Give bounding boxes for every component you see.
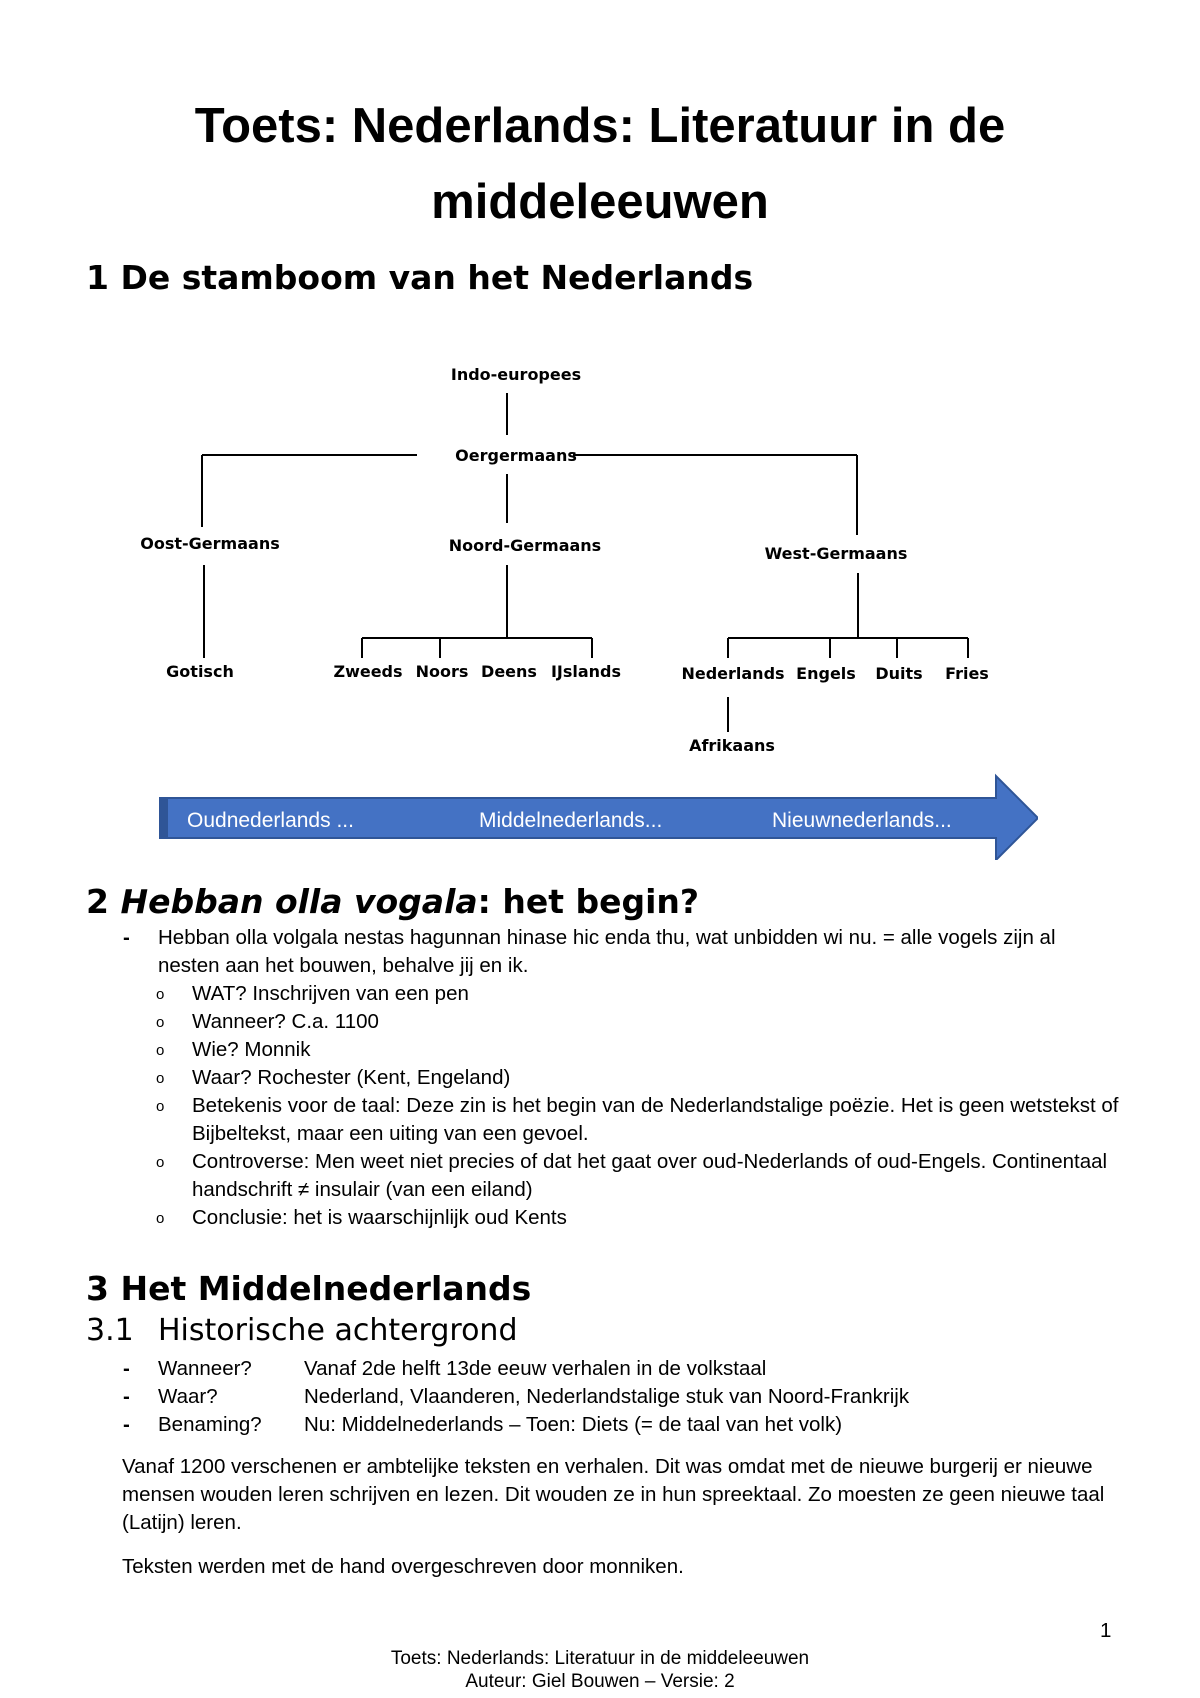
circle-bullet-icon: o bbox=[156, 1070, 165, 1087]
circle-bullet-icon: o bbox=[156, 1042, 165, 1059]
tree-leaf: Noors bbox=[415, 662, 469, 681]
dash-marker: - bbox=[123, 1357, 130, 1380]
history-facts-list bbox=[120, 1355, 909, 1439]
section-2-title-italic: Hebban olla vogala bbox=[120, 882, 478, 921]
section-2-title-rest: : het begin? bbox=[477, 882, 700, 921]
document-title: Toets: Nederlands: Literatuur in de middeleeuwen bbox=[194, 99, 1006, 229]
subsection-3-1-heading bbox=[86, 1313, 518, 1349]
dash-marker: - bbox=[123, 1413, 130, 1436]
bullet-text: Hebban olla volgala nestas hagunnan hinase hic enda thu, wat unbidden wi nu. = alle vogels zijn al nesten aan het bouwen, behalve jij en ik. bbox=[158, 926, 1056, 977]
circle-bullet-icon: o bbox=[156, 1098, 165, 1115]
tree-leaf: Gotisch bbox=[166, 662, 234, 681]
paragraph: Vanaf 1200 verschenen er ambtelijke teksten en verhalen. Dit was omdat met de nieuwe burgerij er nieuwe mensen wouden leren schrijven en lezen. Dit wouden ze in hun spreektaal. Zo moesten ze geen nieuwe taal (Latijn) leren. bbox=[122, 1455, 1105, 1534]
tree-leaf: IJslands bbox=[550, 662, 622, 681]
list-item: - Waar? Nederland, Vlaanderen, Nederlandstalige stuk van Noord-Frankrijk bbox=[120, 1383, 909, 1411]
section-1-heading: 1 De stamboom van het Nederlands bbox=[86, 258, 754, 297]
tree-leaf: Afrikaans bbox=[689, 736, 775, 755]
tree-node-west: West-Germaans bbox=[764, 544, 908, 563]
footer-author: Auteur: Giel Bouwen – Versie: 2 bbox=[465, 1671, 735, 1692]
circle-bullet-icon: o bbox=[156, 986, 165, 1003]
list-item: - Wanneer? Vanaf 2de helft 13de eeuw verhalen in de volkstaal bbox=[120, 1355, 909, 1383]
sub-list-item: o Wie? Monnik bbox=[120, 1036, 1120, 1064]
dash-marker: - bbox=[123, 1385, 130, 1408]
section-2-list bbox=[120, 924, 1120, 1232]
sub-list-item: o Conclusie: het is waarschijnlijk oud Kents bbox=[120, 1204, 1120, 1232]
section-2-number: 2 bbox=[86, 882, 121, 921]
tree-leaf: Deens bbox=[481, 662, 537, 681]
timeline-label: Middelnederlands... bbox=[479, 809, 663, 832]
tree-leaf: Nederlands bbox=[681, 664, 785, 683]
list-item bbox=[120, 924, 1120, 1232]
circle-bullet-icon: o bbox=[156, 1210, 165, 1227]
sub-list bbox=[120, 980, 1120, 1232]
tree-leaf: Zweeds bbox=[333, 662, 403, 681]
subsection-title: Historische achtergrond bbox=[158, 1313, 518, 1348]
list-item: - Benaming? Nu: Middelnederlands – Toen: Diets (= de taal van het volk) bbox=[120, 1411, 909, 1439]
sub-list-item: o Controverse: Men weet niet precies of dat het gaat over oud-Nederlands of oud-Engels. Continentaal handschrift ≠ insulair (van een eiland) bbox=[156, 1150, 1108, 1201]
page-number: 1 bbox=[1100, 1619, 1112, 1642]
paragraph: Teksten werden met de hand overgeschreven door monniken. bbox=[122, 1555, 684, 1578]
circle-bullet-icon: o bbox=[156, 1154, 165, 1171]
sub-list-item: o Betekenis voor de taal: Deze zin is het begin van de Nederlandstalige poëzie. Het is geen wetstekst of Bijbeltekst, maar een uiting van een gevoel. bbox=[156, 1094, 1119, 1145]
sub-list-item: o WAT? Inschrijven van een pen bbox=[120, 980, 1120, 1008]
timeline-arrow bbox=[158, 772, 1038, 860]
tree-leaf: Duits bbox=[875, 664, 923, 683]
subsection-number: 3.1 bbox=[86, 1313, 134, 1348]
section-2-heading bbox=[86, 882, 699, 922]
tree-node-oergermaans: Oergermaans bbox=[455, 446, 577, 465]
sub-list-item: o Waar? Rochester (Kent, Engeland) bbox=[120, 1064, 1120, 1092]
dash-marker: - bbox=[123, 926, 130, 949]
tree-node-east: Oost-Germaans bbox=[140, 534, 280, 553]
tree-leaf: Fries bbox=[945, 664, 989, 683]
footer-title: Toets: Nederlands: Literatuur in de middeleeuwen bbox=[390, 1648, 810, 1669]
timeline-label: Nieuwnederlands... bbox=[772, 809, 952, 832]
circle-bullet-icon: o bbox=[156, 1014, 165, 1031]
tree-node-north: Noord-Germaans bbox=[448, 536, 602, 555]
tree-node-root: Indo-europees bbox=[450, 365, 582, 384]
sub-list-item: o Wanneer? C.a. 1100 bbox=[120, 1008, 1120, 1036]
tree-leaf: Engels bbox=[796, 664, 856, 683]
section-3-heading: 3 Het Middelnederlands bbox=[86, 1269, 532, 1308]
language-family-tree bbox=[140, 355, 1020, 765]
timeline-label: Oudnederlands ... bbox=[187, 809, 354, 832]
